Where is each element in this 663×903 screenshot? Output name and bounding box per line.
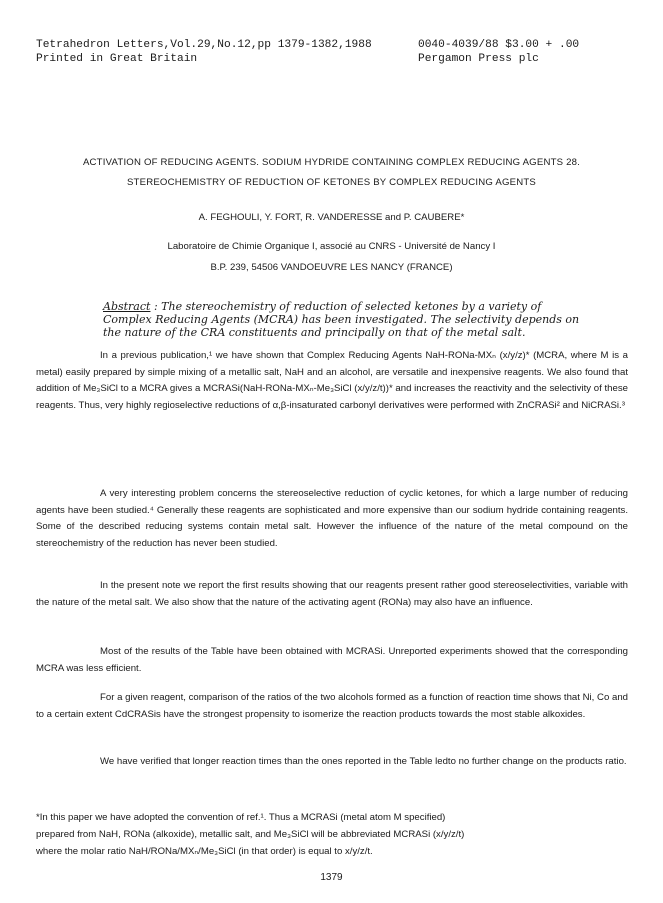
abstract-heading: Abstract: [103, 300, 151, 313]
publisher: Pergamon Press plc: [418, 53, 539, 65]
abstract: [103, 300, 583, 339]
footnote-line1: *In this paper we have adopted the convention of ref.¹. Thus a MCRASi (metal atom M specified): [36, 812, 446, 823]
paragraph-5: For a given reagent, comparison of the ratios of the two alcohols formed as a function of reaction time shows that Ni, Co and to a certain extent CdCRASis have the strongest propensity to isomerize the reaction products towards the most stable alkoxides.: [36, 692, 628, 720]
paragraph-3: In the present note we report the first results showing that our reagents present rather good stereoselectivities, variable with the nature of the metal salt. We also show that the nature of the activating agent (RONa) may also have an influence.: [36, 580, 628, 608]
affiliation-line1: Laboratoire de Chimie Organique I, associé au CNRS - Université de Nancy I: [167, 241, 496, 252]
paragraph-4: Most of the results of the Table have been obtained with MCRASi. Unreported experiments showed that the corresponding MCRA was less efficient.: [36, 646, 628, 674]
printed-in: Printed in Great Britain: [36, 53, 198, 65]
affiliation-line2: B.P. 239, 54506 VANDOEUVRE LES NANCY (FRANCE): [210, 262, 453, 273]
price-code: 0040-4039/88 $3.00 + .00: [418, 39, 580, 51]
paragraph-6: We have verified that longer reaction times than the ones reported in the Table ledto no further change on the products ratio.: [100, 756, 627, 767]
authors: A. FEGHOULI, Y. FORT, R. VANDERESSE and P. CAUBERE*: [198, 212, 465, 223]
abstract-text: : The stereochemistry of reduction of selected ketones by a variety of Complex Reducing Agents (MCRA) has been investigated. The selectivity depends on the nature of the CRA constituents and principally on that of the metal salt.: [103, 300, 580, 339]
footnote-line2: prepared from NaH, RONa (alkoxide), metallic salt, and Me₃SiCl will be abbreviated MCRASi (x/y/z/t): [36, 829, 465, 840]
article-title-line1: ACTIVATION OF REDUCING AGENTS. SODIUM HYDRIDE CONTAINING COMPLEX REDUCING AGENTS 28.: [82, 157, 581, 168]
article-title-line2: STEREOCHEMISTRY OF REDUCTION OF KETONES BY COMPLEX REDUCING AGENTS: [126, 177, 537, 188]
footnote-line3: where the molar ratio NaH/RONa/MXₙ/Me₃SiCl (in that order) is equal to x/y/z/t.: [36, 846, 373, 857]
paragraph-2: A very interesting problem concerns the stereoselective reduction of cyclic ketones, for which a large number of reducing agents have been studied.⁴ Generally these reagents are sophisticated and more expensive than our sodium hydride containing reagents. Some of the described reducing systems contain metal salt. However the influence of the nature of the metal compound on the stereochemistry of the reduction has never been studied.: [36, 488, 628, 549]
journal-citation: Tetrahedron Letters,Vol.29,No.12,pp 1379-1382,1988: [36, 39, 372, 51]
page-number: 1379: [320, 872, 343, 883]
paragraph-1: In a previous publication,¹ we have shown that Complex Reducing Agents NaH-RONa-MXₙ (x/y/z)* (MCRA, where M is a metal) easily prepared by simple mixing of a metallic salt, NaH and an alcohol, are versatile and inexpensive reagents. We also found that addition of Me₃SiCl to a MCRA gives a MCRASi(NaH-RONa-MXₙ-Me₃SiCl (x/y/z/t))* and increases the reactivity and the selectivity of these reagents. Thus, very highly regioselective reductions of α,β-insaturated carbonyl derivatives were performed with ZnCRASi² and NiCRASi.³: [36, 350, 628, 411]
